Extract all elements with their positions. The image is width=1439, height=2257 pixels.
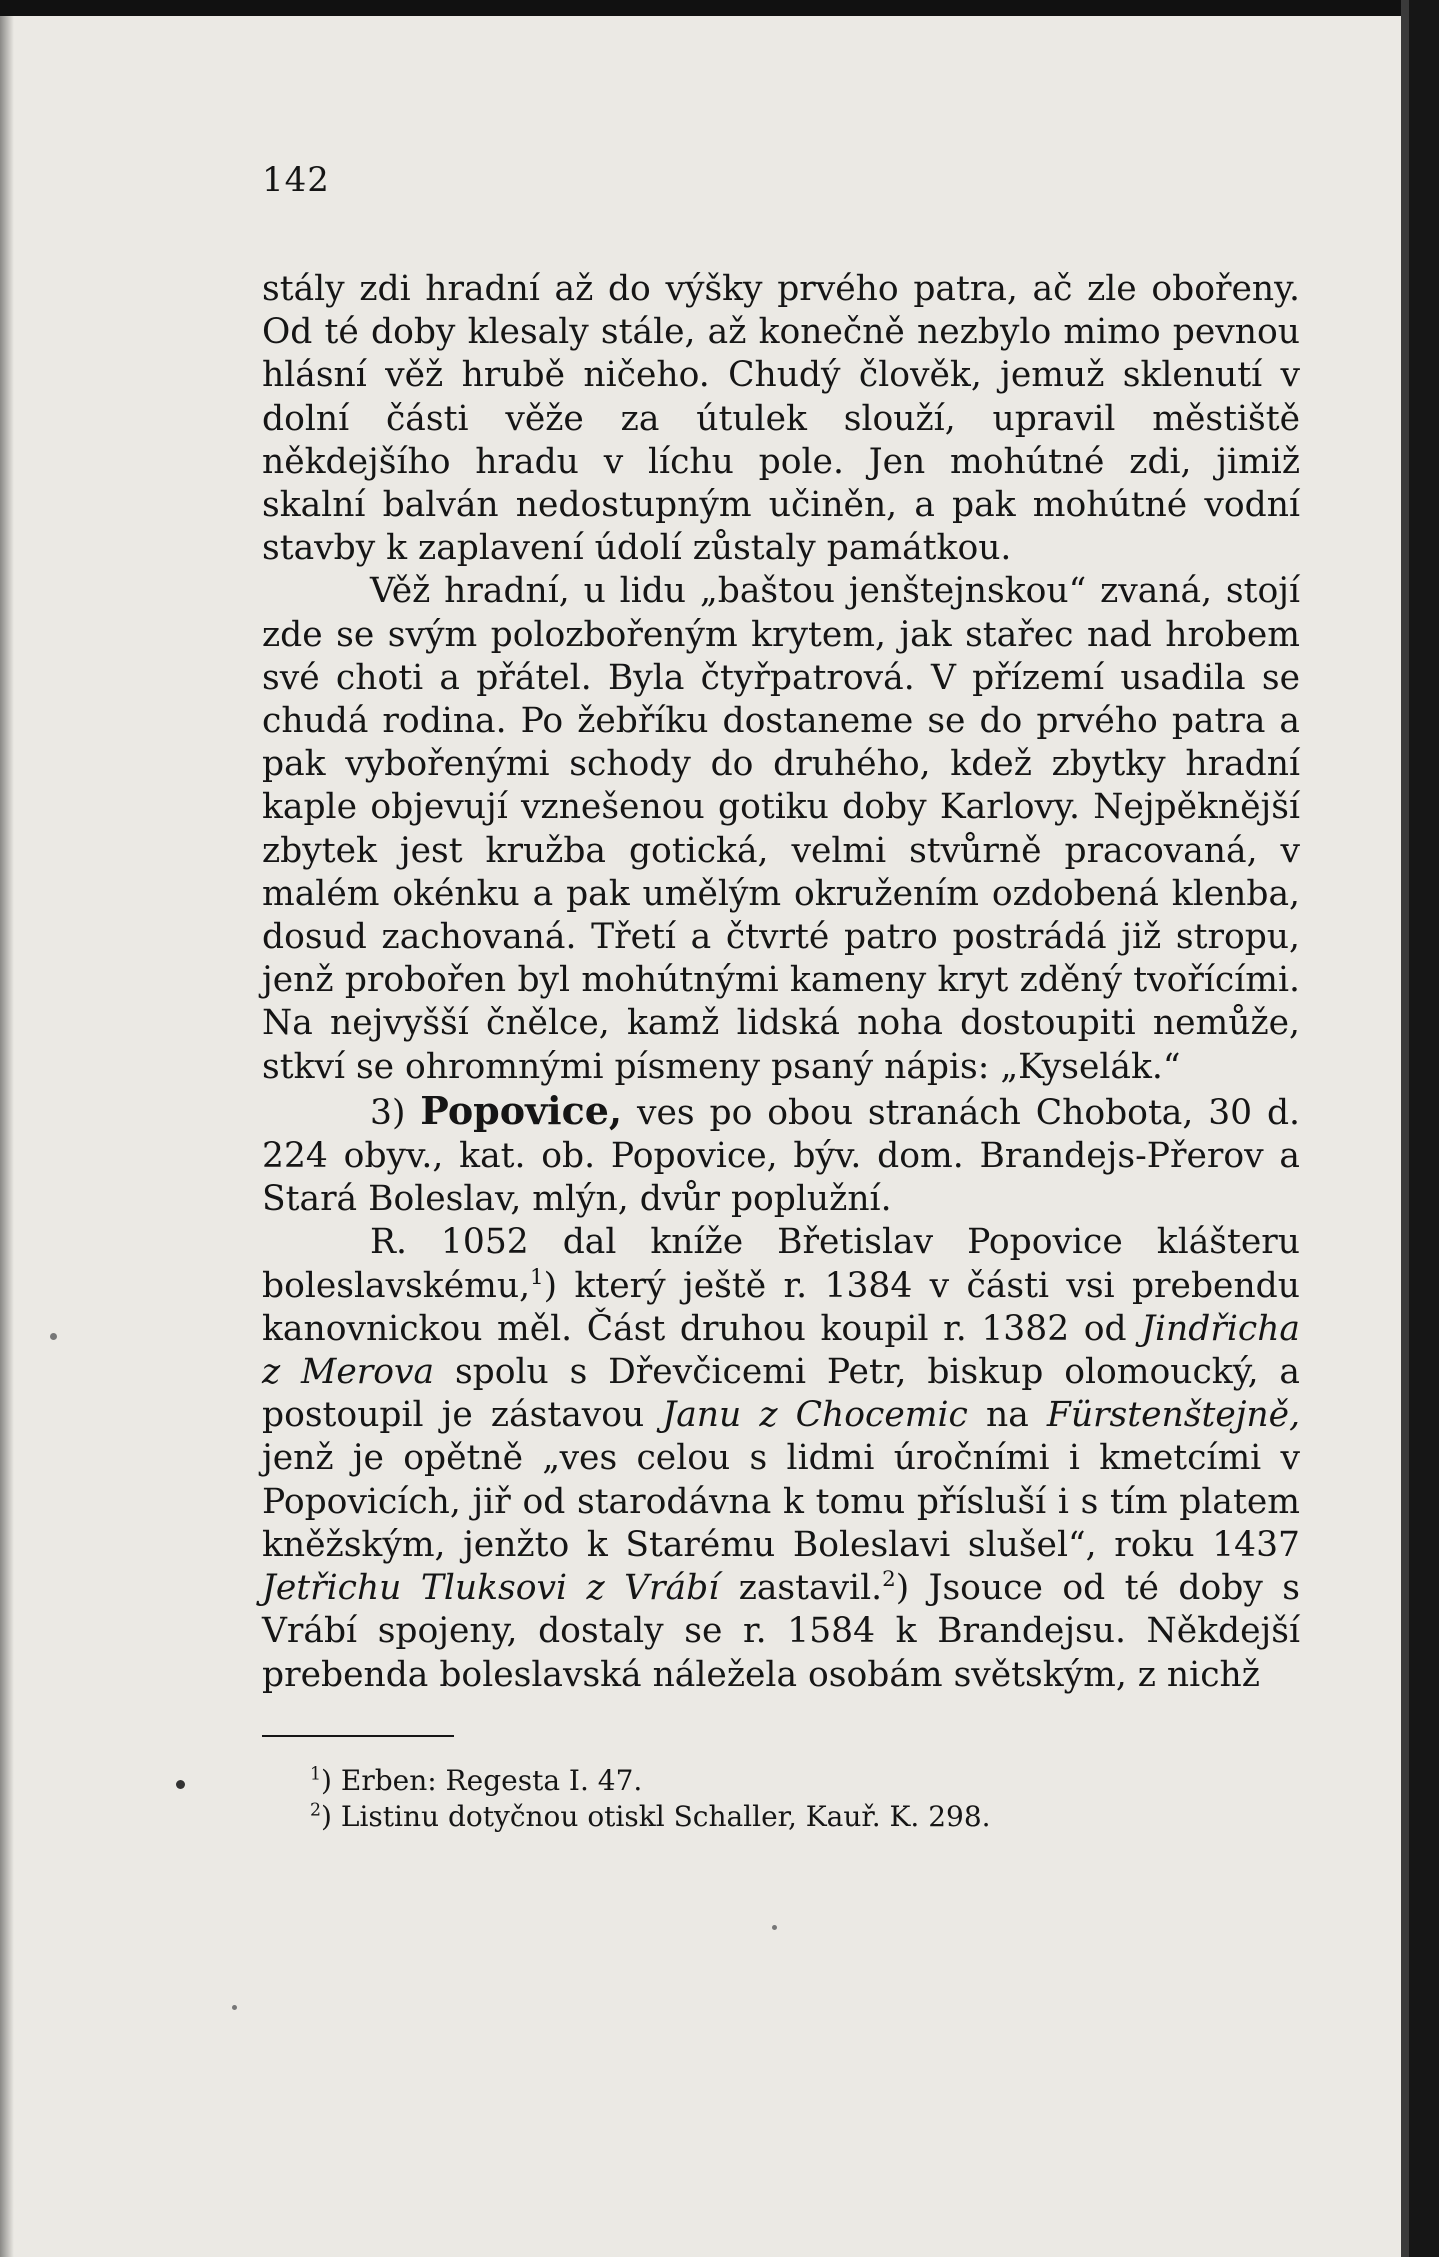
- scan-speck: [176, 1780, 185, 1789]
- person-jindrich-z-merova: Jindřicha z Merova: [262, 1308, 1300, 1393]
- footnote-ref-1: 1: [530, 1264, 544, 1290]
- paragraph-2: Věž hradní, u lidu „baštou jenštejnskou“ zvaná, stojí zde se svým polozbořeným krytem, jak stařec nad hrobem své choti a přátel. Byla čtyřpatrová. V přízemí usadila se chudá rodina. Po žebříku dostaneme se do prvého patra a pak vybořenými schody do druhého, kdež zbytky hradní kaple objevují vznešenou gotiku doby Karlovy. Nejpěknější zbytek jest kružba gotická, velmi stvůrně pracovaná, v malém okénku a pak umělým okružením ozdobená klenba, dosud zachovaná. Třetí a čtvrté patro postrádá již stropu, jenž probořen byl mohútnými kameny kryt zděný tvořícími. Na nejvyšší čnělce, kamž lidská noha dostoupiti nemůže, stkví se ohromnými písmeny psaný nápis: „Kyselák.“: [262, 571, 1300, 1087]
- footnote-ref-2: 2: [882, 1567, 896, 1593]
- entry-description: ves po obou stranách Chobota, 30 d. 224 obyv., kat. ob. Popovice, býv. dom. Brandejs-Přerov a Stará Boleslav, mlýn, dvůr poplužní.: [262, 1092, 1301, 1220]
- scan-right-border: [1409, 0, 1439, 2257]
- scan-speck: [50, 1333, 57, 1340]
- paragraph-4-part-g: Jsouce od té doby s Vrábí spojeny, dostaly se r. 1584 k Brandejsu. Někdejší prebenda boleslavská náležela osobám světským, z nichž: [262, 1568, 1301, 1695]
- paragraph-4: R. 1052 dal kníže Břetislav Popovice klášteru boleslavskému,$^1$) který ještě r. 1384 v části vsi prebendu kanovnickou měl. Část druhou koupil r. 1382 od Jindřicha z Merova spolu s Dřevčicemi Petr, biskup olomoucký, a postoupil je zástavou Janu z Chocemic na Fürstenštejně, jenž je opětně „ves celou s lidmi úročními i kmetcími v Popovicích, jiř od starodávna k tomu přísluší i s tím platem kněžským, jenžto k Starému Boleslavi slušel“, roku 1437 Jetřichu Tluksovi z Vrábí zastavil.$^2$) Jsouce od té doby s Vrábí spojeny, dostaly se r. 1584 k Brandejsu. Někdejší prebenda boleslavská náležela osobám světským, z nichž: [262, 1222, 1301, 1695]
- scan-speck: [772, 1925, 777, 1930]
- place-furstenstejn: Fürstenštejně,: [1046, 1395, 1301, 1436]
- footnote-1-mark: 1: [310, 1764, 322, 1785]
- book-page: [262, 160, 1300, 1835]
- entry-name: Popovice,: [420, 1087, 623, 1133]
- page-left-shadow: [0, 0, 14, 2257]
- paragraph-4-part-d: na: [985, 1395, 1029, 1436]
- page-number: 142: [262, 160, 330, 200]
- scan-speck: [232, 2005, 237, 2010]
- body-text: [262, 268, 1300, 1697]
- scan-top-border: [0, 0, 1439, 16]
- person-jan-z-chocemic: Janu z Chocemic: [662, 1395, 968, 1436]
- footnotes: [262, 1763, 1300, 1835]
- person-jetrich-tluksa: Jetřichu Tluksovi z Vrábí: [262, 1568, 720, 1609]
- paragraph-4-part-f: zastavil.: [738, 1568, 883, 1609]
- footnote-2-text: Listinu dotyčnou otiskl Schaller, Kauř. K. 298.: [340, 1799, 991, 1833]
- paragraph-4-part-b: který ještě r. 1384 v části vsi prebendu kanovnickou měl. Část druhou koupil r. 1382 od: [262, 1265, 1300, 1349]
- footnote-divider: [262, 1735, 454, 1737]
- footnote-1-text: Erben: Regesta I. 47.: [340, 1763, 643, 1797]
- paragraph-1: stály zdi hradní až do výšky prvého patra, ač zle obořeny. Od té doby klesaly stále, až konečně nezbylo mimo pevnou hlásní věž hrubě ničeho. Chudý člověk, jemuž sklenutí v dolní části věže za útulek slouží, upravil městiště někdejšího hradu v líchu pole. Jen mohútné zdi, jimiž skalní balván nedostupným učiněn, a pak mohútné vodní stavby k zaplavení údolí zůstaly památkou.: [262, 269, 1300, 569]
- paragraph-4-part-e: jenž je opětně „ves celou s lidmi úročními i kmetcími v Popovicích, jiř od starodávna k tomu přísluší i s tím platem kněžským, jenžto k Starému Boleslavi slušel“, roku 1437: [262, 1438, 1300, 1565]
- footnote-1: $^1$) Erben: Regesta I. 47.: [310, 1763, 643, 1797]
- footnote-2: $^2$) Listinu dotyčnou otiskl Schaller, Kauř. K. 298.: [310, 1799, 991, 1833]
- scan-right-shadow: [1401, 0, 1409, 2257]
- footnote-2-mark: 2: [310, 1800, 322, 1821]
- paragraph-4-part-a: R. 1052 dal kníže Břetislav Popovice klášteru boleslavskému,: [262, 1222, 1300, 1306]
- paragraph-3: [262, 1089, 1300, 1222]
- paragraph-4-part-c: spolu s Dřevčicemi Petr, biskup olomoucký, a postoupil je zástavou: [262, 1352, 1300, 1436]
- entry-number: 3): [370, 1092, 406, 1133]
